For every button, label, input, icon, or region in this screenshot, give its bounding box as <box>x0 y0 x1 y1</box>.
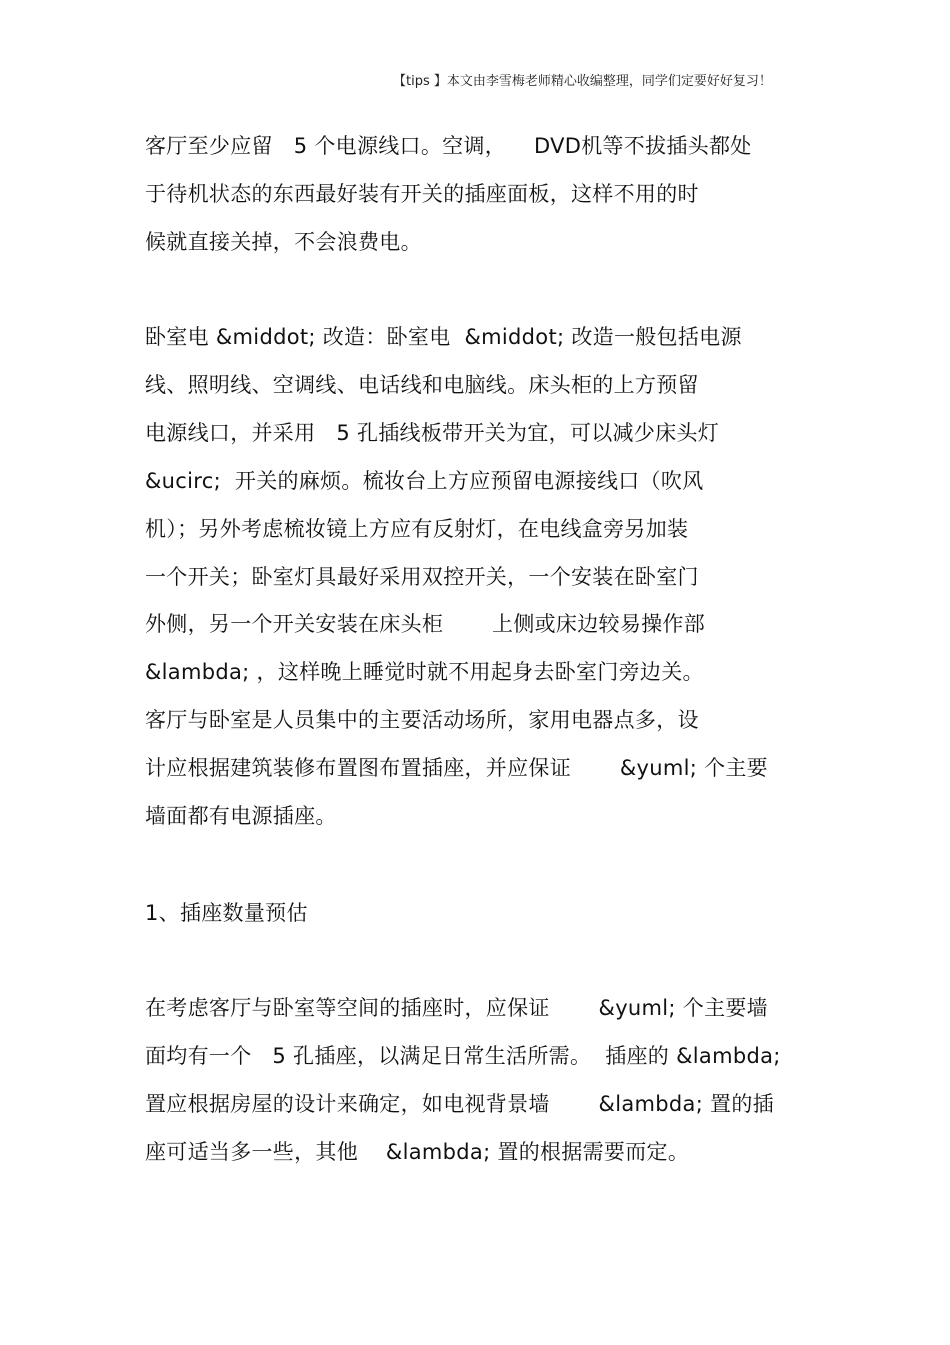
section-heading: 1、插座数量预估 <box>145 901 308 925</box>
paragraph-line: 电源线口，并采用 5 孔插线板带开关为宜，可以减少床头灯 <box>145 421 720 445</box>
paragraph-line: 座可适当多一些，其他 &lambda; 置的根据需要而定。 <box>145 1140 690 1164</box>
paragraph-line: 一个开关；卧室灯具最好采用双控开关，一个安装在卧室门 <box>145 565 699 589</box>
paragraph-line: 置应根据房屋的设计来确定，如电视背景墙 &lambda; 置的插 <box>145 1092 774 1116</box>
paragraph-line: 计应根据建筑装修布置图布置插座，并应保证 &yuml; 个主要 <box>145 756 768 780</box>
paragraph-line: 客厅至少应留 5 个电源线口。空调， DVD机等不拔插头都处 <box>145 134 752 158</box>
paragraph-line: &ucirc; 开关的麻烦。梳妆台上方应预留电源接线口（吹风 <box>145 469 704 493</box>
paragraph-line: 在考虑客厅与卧室等空间的插座时，应保证 &yuml; 个主要墙 <box>145 996 768 1020</box>
paragraph-line: &lambda; ，这样晚上睡觉时就不用起身去卧室门旁边关。 <box>145 660 704 684</box>
paragraph-line: 机）；另外考虑梳妆镜上方应有反射灯，在电线盒旁另加装 <box>145 517 689 541</box>
paragraph-line: 候就直接关掉，不会浪费电。 <box>145 230 422 254</box>
paragraph-line: 卧室电 &middot; 改造：卧室电 &middot; 改造一般包括电源 <box>145 325 742 349</box>
paragraph-line: 面均有一个 5 孔插座，以满足日常生活所需。 插座的 &lambda; <box>145 1044 781 1068</box>
paragraph-line: 线、照明线、空调线、电话线和电脑线。床头柜的上方预留 <box>145 373 699 397</box>
paragraph-line: 墙面都有电源插座。 <box>145 804 337 828</box>
paragraph-line: 于待机状态的东西最好装有开关的插座面板，这样不用的时 <box>145 182 699 206</box>
paragraph-line: 客厅与卧室是人员集中的主要活动场所，家用电器点多，设 <box>145 708 699 732</box>
header-tips: 【tips 】本文由李雪梅老师精心收编整理，同学们定要好好复习！ <box>393 74 772 89</box>
paragraph-line: 外侧，另一个开关安装在床头柜 上侧或床边较易操作部 <box>145 612 706 636</box>
